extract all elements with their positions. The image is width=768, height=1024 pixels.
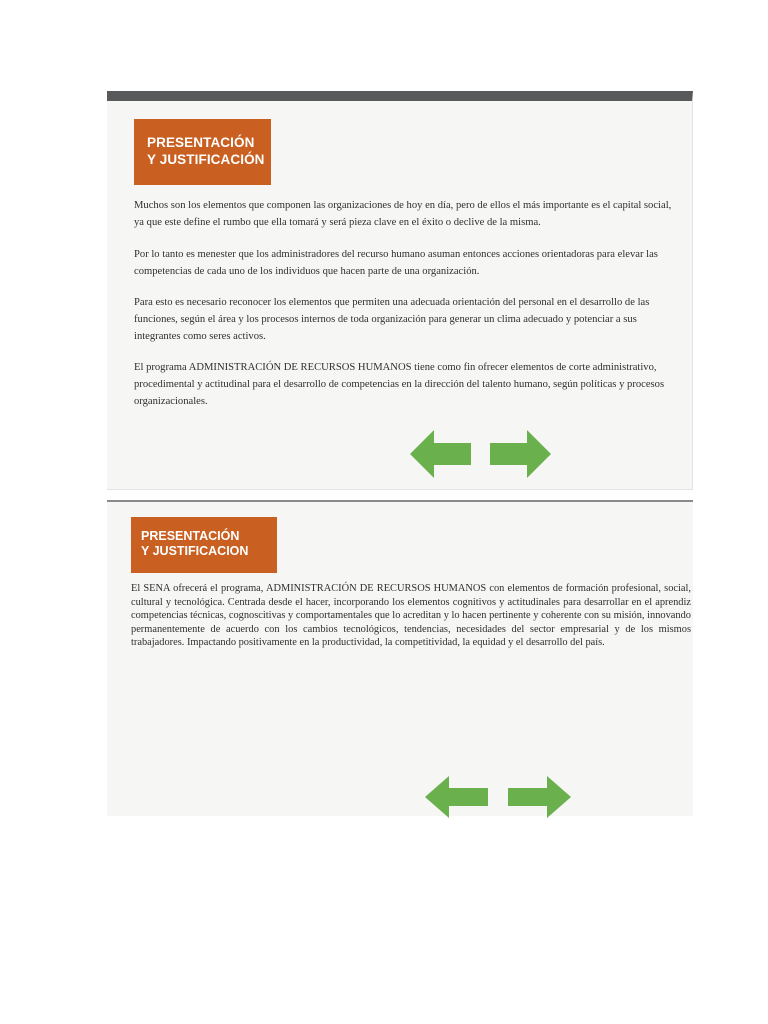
arrow-right-icon[interactable] [508, 776, 572, 818]
header-line-2: Y JUSTIFICACION [141, 544, 249, 558]
section-header-badge [134, 119, 271, 185]
paragraph-administradores: Por lo tanto es menester que los administradores del recurso humano asuman entonces acciones orientadoras para elevar las competencias de cada uno de los individuos que hacen parte de una organización. [134, 249, 658, 277]
arrow-right-icon[interactable] [490, 428, 552, 480]
paragraph-orientacion: Para esto es necesario reconocer los elementos que permiten una adecuada orientación del personal en el desarrollo de las funciones, según el área y los procesos internos de toda organización para generar un clima adecuado y potenciar a sus integrantes como seres activos. [134, 297, 650, 342]
paragraph-sena-programa: El SENA ofrecerá el programa, ADMINISTRACIÓN DE RECURSOS HUMANOS con elementos de formación profesional, social, cultural y tecnológica. Centrada desde el hacer, incorporando los elementos cognitivos y actitudinales para desarrollar en el aprendiz competencias técnicas, cognoscitivas y comportamentales que lo acreditan y lo hacen pertinente y coherente con su misión, innovando permanentemente de acuerdo con los cambios tecnológicos, tendencias, necesidades del sector empresarial y de los mismos trabajadores. Impactando positivamente en la productividad, la competitividad, la equidad y el desarrollo del país. [131, 583, 691, 649]
slide-presentacion-1 [107, 91, 693, 490]
paragraph-capital-social: Muchos son los elementos que componen las organizaciones de hoy en día, pero de ellos el más importante es el capital social, ya que este define el rumbo que ella tomará y será pieza clave en el éxito o declive de la misma. [134, 200, 672, 228]
paragraph-programa: El programa ADMINISTRACIÓN DE RECURSOS HUMANOS tiene como fin ofrecer elementos de corte administrativo, procedimental y actitudinal para el desarrollo de competencias en la dirección del talento humano, según políticas y procesos organizacionales. [134, 362, 665, 407]
slide-presentacion-2 [107, 500, 693, 816]
header-line-1: PRESENTACIÓN [141, 529, 240, 543]
arrow-left-icon[interactable] [425, 776, 489, 818]
header-line-2: Y JUSTIFICACIÓN [147, 152, 265, 167]
arrow-left-icon[interactable] [410, 428, 472, 480]
section-header-badge [131, 517, 277, 573]
header-line-1: PRESENTACIÓN [147, 135, 255, 150]
